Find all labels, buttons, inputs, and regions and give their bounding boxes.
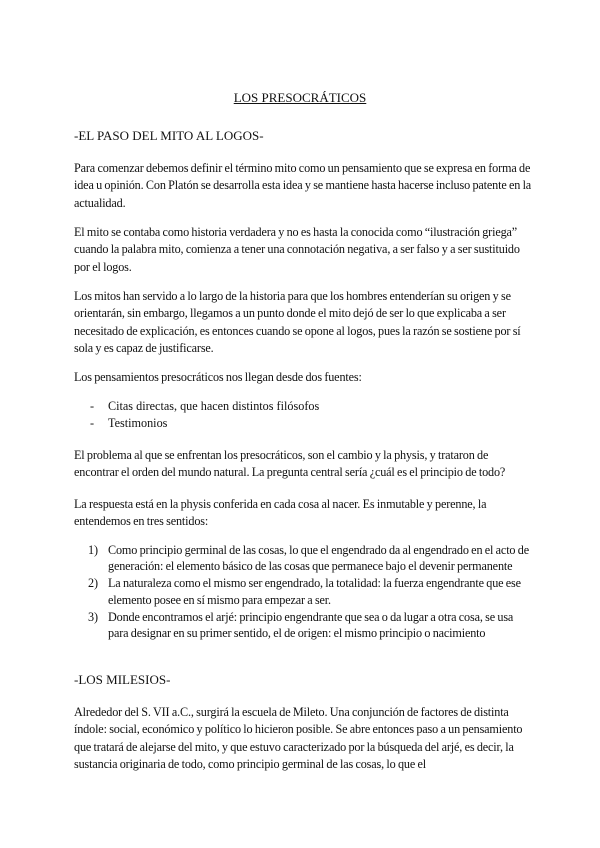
list-text: Como principio germinal de las cosas, lo que el engendrado da al engendrado en el acto de generación: el elemento básico de las cosas que permanece bajo el devenir permanente	[108, 543, 529, 574]
paragraph-mito-historia: El mito se contaba como historia verdadera y no es hasta la conocida como “ilustración griega” cuando la palabra mito, comienza a tener una connotación negativa, a ser falso y a ser sustituido por el logos.	[74, 225, 520, 274]
paragraph-respuesta: La respuesta está en la physis conferida en cada cosa al nacer. Es inmutable y perenne, la entendemos en tres sentidos:	[74, 497, 487, 529]
section-heading-mito-logos: -EL PASO DEL MITO AL LOGOS-	[74, 128, 264, 143]
document-title: LOS PRESOCRÁTICOS	[233, 90, 367, 105]
paragraph-problema: El problema al que se enfrentan los presocráticos, son el cambio y la physis, y trataron de encontrar el orden del mundo natural. La pregunta central sería ¿cuál es el principio de todo?	[74, 448, 506, 480]
paragraph-mito-definicion: Para comenzar debemos definir el término mito como un pensamiento que se expresa en forma de idea u opinión. Con Platón se desarrolla esta idea y se mantiene hasta hacerse incluso patente en la actualidad.	[74, 161, 532, 210]
list-number: 2)	[88, 576, 98, 591]
list-text: Donde encontramos el arjé: principio engendrante que sea o da lugar a otra cosa, se usa para designar en su primer sentido, el de origen: el mismo principio o nacimiento	[108, 609, 514, 641]
list-item: - Citas directas, que hacen distintos filósofos	[90, 398, 319, 415]
list-number: 3)	[88, 609, 98, 624]
list-text: La naturaleza como el mismo ser engendrado, la totalidad: la fuerza engendrante que ese elemento posee en sí mismo para empezar a ser.	[108, 576, 521, 607]
paragraph-mitos-origen: Los mitos han servido a lo largo de la historia para que los hombres entenderían su origen y se orientarán, sin embargo, llegamos a un punto donde el mito dejó de ser lo que explicaba a ser necesitado de explicación, es entonces cuando se opone al logos, pues la razón se sostiene por sí sola y es capaz de justificarse.	[74, 289, 521, 356]
list-item	[86, 575, 530, 607]
list-item	[86, 542, 530, 574]
paragraph-fuentes-intro: Los pensamientos presocráticos nos llegan desde dos fuentes:	[74, 370, 362, 384]
list-item: - Testimonios	[90, 415, 319, 432]
paragraph-milesios: Alrededor del S. VII a.C., surgirá la escuela de Mileto. Una conjunción de factores de distinta índole: social, económico y político lo hicieron posible. Se abre entonces paso a un pensamiento que tratará de alejarse del mito, y que estuvo caracterizado por la búsqueda del arjé, es decir, la sustancia originaria de todo, como principio germinal de las cosas, lo que el	[74, 705, 523, 772]
senses-list	[86, 542, 530, 641]
list-item	[86, 609, 530, 641]
list-number: 1)	[88, 543, 98, 557]
sources-list	[90, 398, 319, 432]
section-heading-milesios: -LOS MILESIOS-	[74, 672, 171, 687]
